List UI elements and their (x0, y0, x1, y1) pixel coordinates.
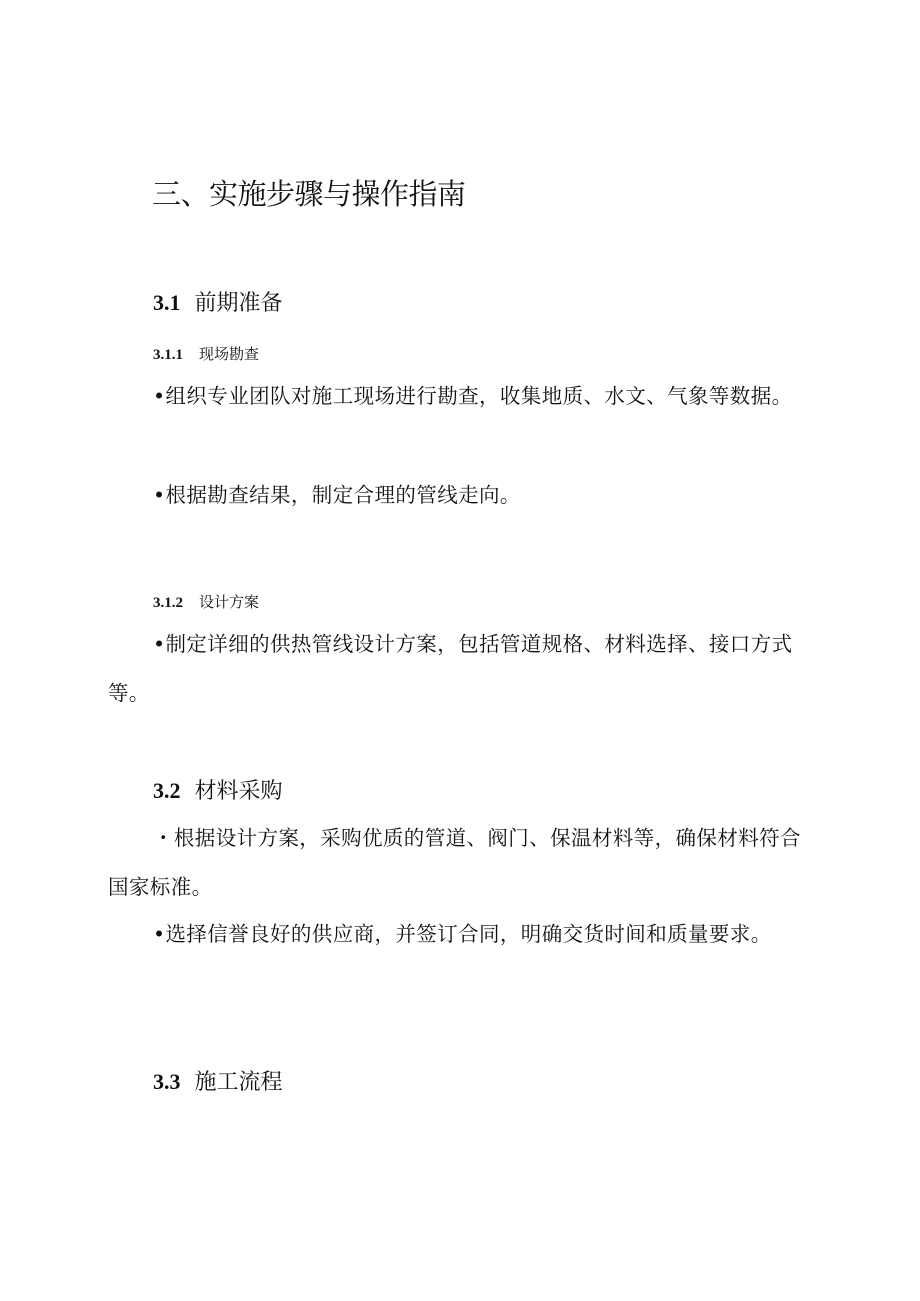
section-heading-3-2 (153, 774, 283, 805)
section-heading-3-3 (153, 1065, 283, 1096)
section-title: 材料采购 (194, 779, 283, 804)
chapter-title: 三、实施步骤与操作指南 (152, 177, 466, 211)
paragraph: •选择信誉良好的供应商，并签订合同，明确交货时间和质量要求。 (153, 922, 772, 946)
subsection-title: 现场勘查 (199, 345, 260, 363)
paragraph: •根据勘查结果，制定合理的管线走向。 (153, 483, 521, 507)
paragraph: •制定详细的供热管线设计方案，包括管道规格、材料选择、接口方式等。 (108, 632, 793, 705)
section-heading-3-1 (153, 286, 283, 317)
paragraph: ・根据设计方案，采购优质的管道、阀门、保温材料等，确保材料符合国家标准。 (108, 826, 801, 899)
subsection-number: 3.1.2 (153, 595, 183, 611)
subsection-title: 设计方案 (199, 593, 260, 611)
section-title: 施工流程 (194, 1070, 283, 1095)
section-number: 3.2 (153, 778, 181, 803)
paragraph: •组织专业团队对施工现场进行勘查，收集地质、水文、气象等数据。 (153, 384, 793, 408)
subsection-heading-3-1-2 (153, 591, 259, 612)
section-number: 3.3 (153, 1069, 181, 1094)
section-number: 3.1 (153, 290, 181, 315)
subsection-heading-3-1-1 (153, 343, 259, 364)
subsection-number: 3.1.1 (153, 347, 183, 363)
section-title: 前期准备 (194, 291, 283, 316)
